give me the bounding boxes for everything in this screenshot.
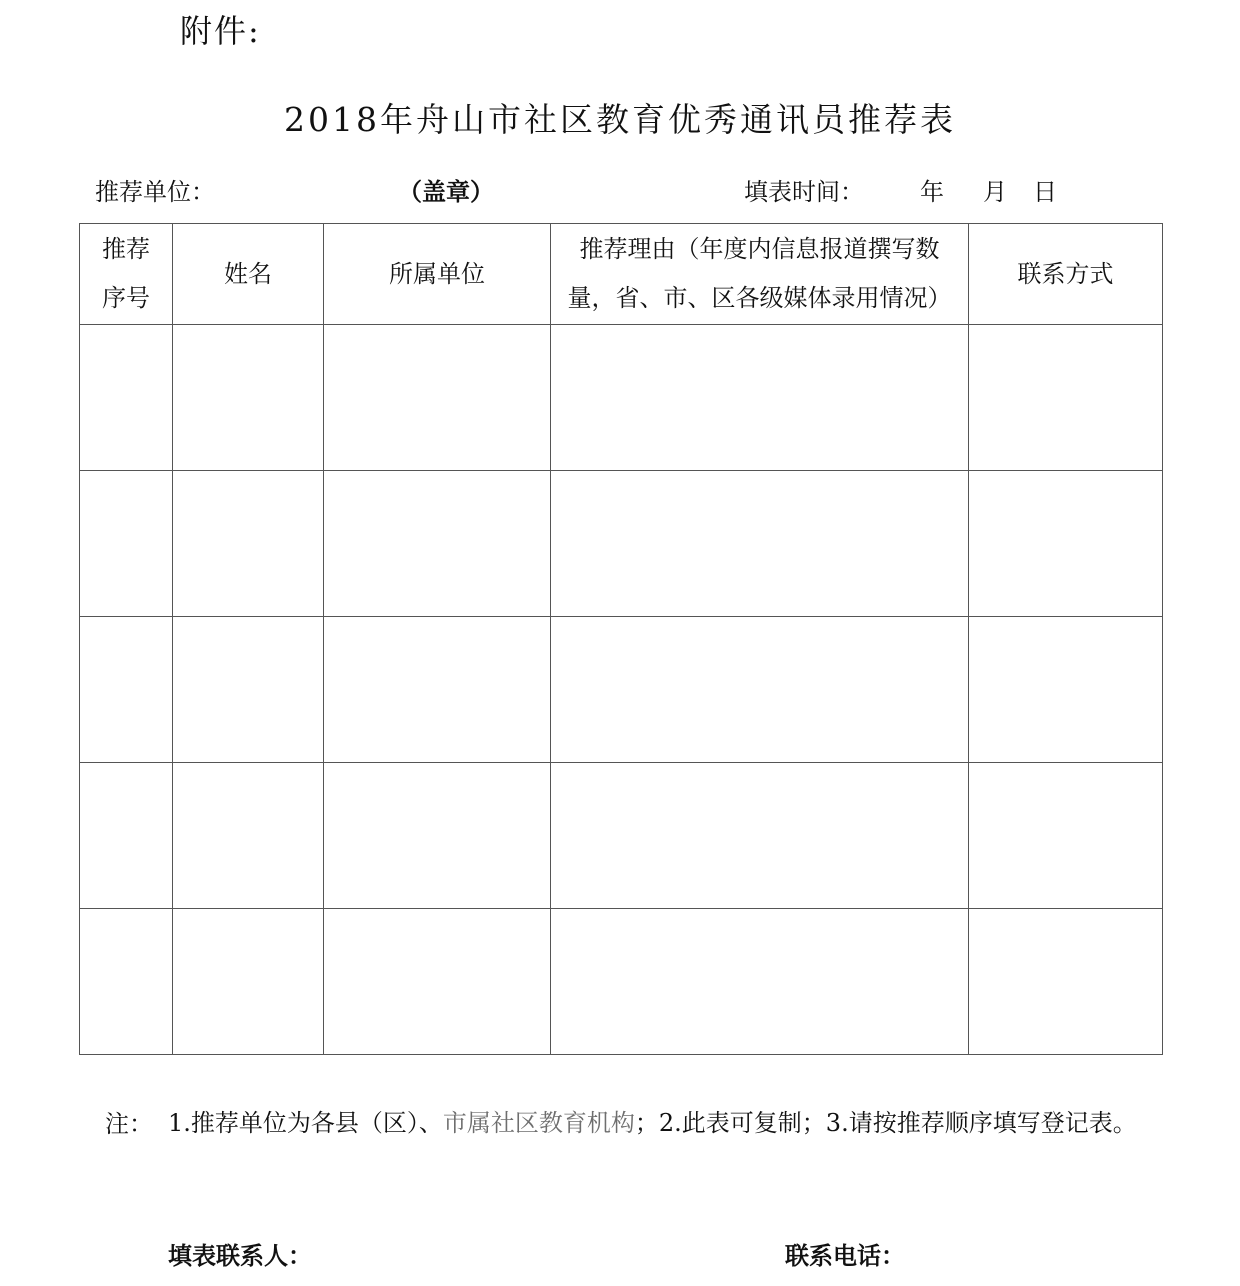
seal-label: （盖章） <box>398 177 494 206</box>
contact-phone-label: 联系电话： <box>785 1241 905 1270</box>
cell-name[interactable] <box>173 325 324 471</box>
cell-contact[interactable] <box>969 763 1163 909</box>
cell-org[interactable] <box>324 909 551 1055</box>
cell-seq[interactable] <box>80 763 173 909</box>
table-row <box>80 909 1163 1055</box>
recommendation-table <box>79 223 1163 1055</box>
cell-reason[interactable] <box>551 325 969 471</box>
table-header-row <box>80 224 1163 325</box>
cell-name[interactable] <box>173 617 324 763</box>
cell-org[interactable] <box>324 325 551 471</box>
cell-reason[interactable] <box>551 909 969 1055</box>
cell-seq[interactable] <box>80 617 173 763</box>
cell-org[interactable] <box>324 617 551 763</box>
header-org: 所属单位 <box>324 224 551 325</box>
fill-time-label: 填表时间： <box>744 178 864 206</box>
contact-person-label: 填表联系人： <box>168 1241 312 1270</box>
header-reason <box>551 224 969 325</box>
cell-seq[interactable] <box>80 909 173 1055</box>
header-reason-line2: 量，省、市、区各级媒体录用情况） <box>567 284 952 312</box>
table-row <box>80 763 1163 909</box>
attachment-label: 附件: <box>180 12 261 50</box>
cell-name[interactable] <box>173 763 324 909</box>
note-part3: ；2.此表可复制；3.请按推荐顺序填写登记表。 <box>634 1109 1137 1137</box>
cell-contact[interactable] <box>969 617 1163 763</box>
cell-reason[interactable] <box>551 617 969 763</box>
cell-org[interactable] <box>324 763 551 909</box>
recommending-unit-label: 推荐单位： <box>95 178 215 206</box>
note-part1: 1.推荐单位为各县（区）、 <box>168 1109 443 1137</box>
note-part2: 市属社区教育机构 <box>442 1109 635 1137</box>
cell-seq[interactable] <box>80 471 173 617</box>
cell-contact[interactable] <box>969 325 1163 471</box>
header-contact: 联系方式 <box>969 224 1163 325</box>
table-row <box>80 325 1163 471</box>
header-seq-line2: 序号 <box>102 284 150 312</box>
cell-contact[interactable] <box>969 909 1163 1055</box>
header-reason-line1: 推荐理由（年度内信息报道撰写数 <box>579 235 940 263</box>
form-title: 2018年舟山市社区教育优秀通讯员推荐表 <box>284 100 956 139</box>
table-body <box>80 325 1163 1055</box>
cell-name[interactable] <box>173 471 324 617</box>
table-row <box>80 471 1163 617</box>
cell-org[interactable] <box>324 471 551 617</box>
cell-reason[interactable] <box>551 471 969 617</box>
header-seq <box>80 224 173 325</box>
cell-seq[interactable] <box>80 325 173 471</box>
cell-contact[interactable] <box>969 471 1163 617</box>
cell-reason[interactable] <box>551 763 969 909</box>
month-label: 月 <box>983 178 1007 206</box>
year-label: 年 <box>920 178 944 206</box>
cell-name[interactable] <box>173 909 324 1055</box>
header-seq-line1: 推荐 <box>102 235 150 263</box>
header-name: 姓名 <box>173 224 324 325</box>
table-row <box>80 617 1163 763</box>
note-label: 注： <box>105 1110 153 1138</box>
note-text <box>168 1098 1143 1148</box>
day-label: 日 <box>1033 178 1057 206</box>
